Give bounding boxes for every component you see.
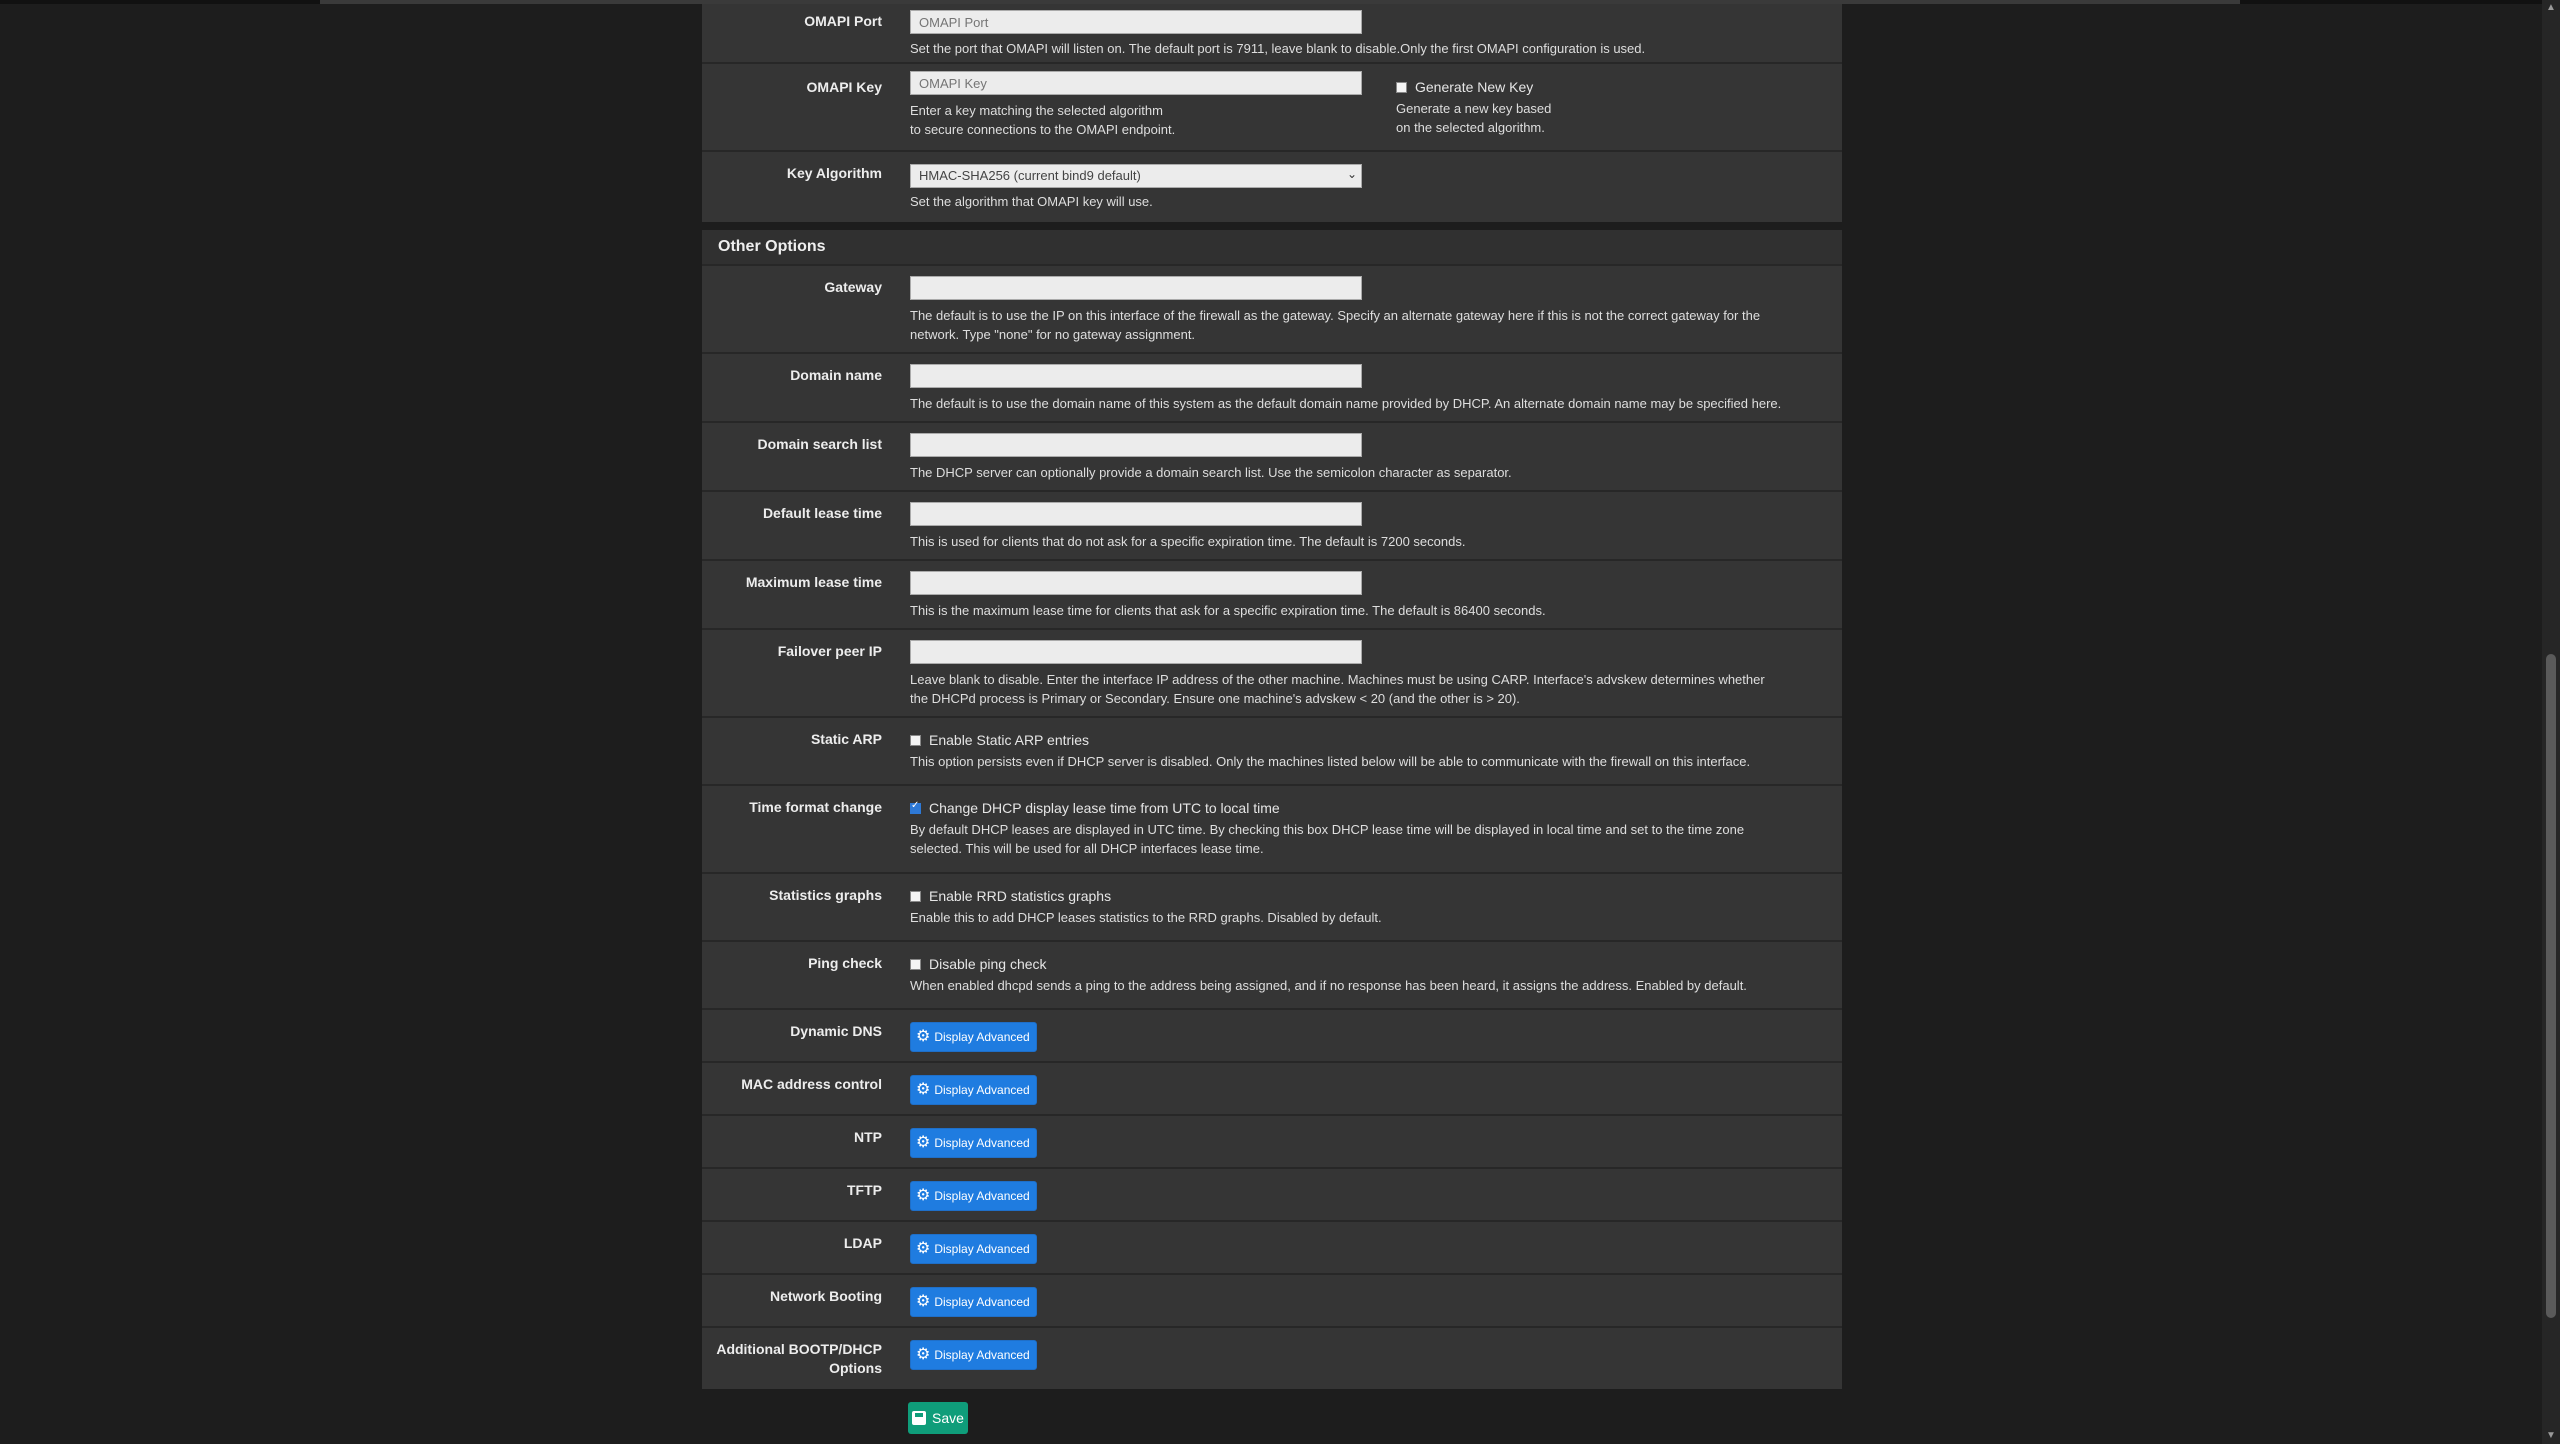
default-lease-label: Default lease time bbox=[762, 505, 882, 521]
bootp-options-row bbox=[702, 1328, 1842, 1389]
ping-box[interactable] bbox=[910, 959, 921, 970]
omapi-key-label: OMAPI Key bbox=[806, 79, 882, 95]
gateway-label: Gateway bbox=[824, 279, 882, 295]
ping-row bbox=[702, 942, 1842, 1010]
bootp-options-label-1: Additional BOOTP/DHCP bbox=[716, 1341, 882, 1357]
button-label: Display Advanced bbox=[934, 1136, 1030, 1150]
mac-control-advanced-button[interactable] bbox=[910, 1075, 1037, 1105]
button-label: Display Advanced bbox=[934, 1295, 1030, 1309]
static-arp-checkbox[interactable] bbox=[910, 732, 1842, 748]
default-lease-row bbox=[702, 492, 1842, 561]
gear-icon: ⚙ bbox=[916, 1187, 931, 1204]
max-lease-label: Maximum lease time bbox=[745, 574, 882, 590]
static-arp-box[interactable] bbox=[910, 735, 921, 746]
omapi-port-label: OMAPI Port bbox=[804, 13, 882, 29]
key-algorithm-value: HMAC-SHA256 (current bind9 default) bbox=[919, 168, 1141, 183]
key-algorithm-select[interactable] bbox=[910, 164, 1362, 188]
key-algorithm-row bbox=[702, 152, 1842, 222]
gear-icon: ⚙ bbox=[916, 1240, 931, 1257]
network-booting-row bbox=[702, 1275, 1842, 1328]
domain-search-row bbox=[702, 423, 1842, 492]
static-arp-row bbox=[702, 718, 1842, 786]
static-arp-check-label: Enable Static ARP entries bbox=[929, 732, 1090, 748]
static-arp-help: This option persists even if DHCP server is disabled. Only the machines listed below will be able to communicate with the firewall on this interface. bbox=[910, 754, 1751, 769]
time-format-box[interactable] bbox=[910, 803, 921, 814]
generate-key-checkbox[interactable] bbox=[1396, 79, 1551, 95]
omapi-port-input[interactable] bbox=[910, 10, 1362, 34]
time-format-checkbox[interactable] bbox=[910, 800, 1842, 816]
stats-checkbox[interactable] bbox=[910, 888, 1842, 904]
ntp-row bbox=[702, 1116, 1842, 1169]
default-lease-input[interactable] bbox=[910, 502, 1362, 526]
domain-search-input[interactable] bbox=[910, 433, 1362, 457]
time-format-help-2: selected. This will be used for all DHCP interfaces lease time. bbox=[910, 841, 1264, 856]
save-label: Save bbox=[932, 1410, 964, 1426]
button-label: Display Advanced bbox=[934, 1189, 1030, 1203]
omapi-key-help-1: Enter a key matching the selected algorithm bbox=[910, 103, 1163, 118]
mac-control-label: MAC address control bbox=[741, 1076, 882, 1092]
ldap-advanced-button[interactable] bbox=[910, 1234, 1037, 1264]
dynamic-dns-label: Dynamic DNS bbox=[790, 1023, 882, 1039]
key-algorithm-label: Key Algorithm bbox=[786, 165, 882, 181]
scrollbar-thumb[interactable] bbox=[2546, 654, 2556, 1318]
omapi-key-help-2: to secure connections to the OMAPI endpoint. bbox=[910, 122, 1176, 137]
gear-icon: ⚙ bbox=[916, 1028, 931, 1045]
failover-label: Failover peer IP bbox=[777, 643, 882, 659]
max-lease-row bbox=[702, 561, 1842, 630]
gateway-row bbox=[702, 266, 1842, 354]
stats-help: Enable this to add DHCP leases statistics to the RRD graphs. Disabled by default. bbox=[910, 910, 1382, 925]
other-options-header: Other Options bbox=[702, 230, 1842, 266]
domain-name-label: Domain name bbox=[790, 367, 882, 383]
stats-box[interactable] bbox=[910, 891, 921, 902]
domain-search-label: Domain search list bbox=[757, 436, 882, 452]
gear-icon: ⚙ bbox=[916, 1346, 931, 1363]
domain-name-input[interactable] bbox=[910, 364, 1362, 388]
bootp-options-advanced-button[interactable] bbox=[910, 1340, 1037, 1370]
key-algorithm-help: Set the algorithm that OMAPI key will use. bbox=[910, 194, 1153, 209]
ldap-row bbox=[702, 1222, 1842, 1275]
gear-icon: ⚙ bbox=[916, 1081, 931, 1098]
gear-icon: ⚙ bbox=[916, 1293, 931, 1310]
failover-help-2: the DHCPd process is Primary or Secondary. Ensure one machine's advskew < 20 (and the other is > 20). bbox=[910, 691, 1520, 706]
failover-row bbox=[702, 630, 1842, 718]
network-booting-advanced-button[interactable] bbox=[910, 1287, 1037, 1317]
gear-icon: ⚙ bbox=[916, 1134, 931, 1151]
ldap-label: LDAP bbox=[843, 1235, 882, 1251]
mac-control-row bbox=[702, 1063, 1842, 1116]
gateway-input[interactable] bbox=[910, 276, 1362, 300]
time-format-label: Time format change bbox=[749, 799, 882, 815]
floppy-disk-icon bbox=[912, 1411, 926, 1425]
ping-check-label: Disable ping check bbox=[929, 956, 1047, 972]
generate-key-box[interactable] bbox=[1396, 82, 1407, 93]
button-label: Display Advanced bbox=[934, 1348, 1030, 1362]
generate-key-help-1: Generate a new key based bbox=[1396, 101, 1552, 116]
tftp-label: TFTP bbox=[847, 1182, 882, 1198]
other-options-panel bbox=[702, 230, 1842, 1389]
network-booting-label: Network Booting bbox=[770, 1288, 882, 1304]
top-bar-segment bbox=[0, 0, 320, 4]
gateway-help-2: network. Type "none" for no gateway assignment. bbox=[910, 327, 1196, 342]
omapi-key-input[interactable] bbox=[910, 71, 1362, 95]
button-label: Display Advanced bbox=[934, 1083, 1030, 1097]
generate-key-label: Generate New Key bbox=[1415, 79, 1534, 95]
time-format-help-1: By default DHCP leases are displayed in UTC time. By checking this box DHCP lease time will be displayed in local time and set to the time zone bbox=[910, 822, 1745, 837]
omapi-key-row bbox=[702, 64, 1842, 152]
ping-help: When enabled dhcpd sends a ping to the address being assigned, and if no response has been heard, it assigns the address. Enabled by default. bbox=[910, 978, 1747, 993]
max-lease-help: This is the maximum lease time for clients that ask for a specific expiration time. The default is 86400 seconds. bbox=[910, 603, 1546, 618]
ping-checkbox[interactable] bbox=[910, 956, 1842, 972]
default-lease-help: This is used for clients that do not ask for a specific expiration time. The default is 7200 seconds. bbox=[910, 534, 1466, 549]
chevron-down-icon: ⌄ bbox=[1346, 167, 1357, 181]
domain-name-row bbox=[702, 354, 1842, 423]
omapi-port-help: Set the port that OMAPI will listen on. The default port is 7911, leave blank to disable.Only the first OMAPI configuration is used. bbox=[910, 41, 1646, 56]
ping-label: Ping check bbox=[808, 955, 882, 971]
omapi-panel bbox=[702, 4, 1842, 222]
dynamic-dns-advanced-button[interactable] bbox=[910, 1022, 1037, 1052]
domain-name-help: The default is to use the domain name of this system as the default domain name provided by DHCP. An alternate domain name may be specified here. bbox=[910, 396, 1782, 411]
failover-input[interactable] bbox=[910, 640, 1362, 664]
bootp-options-label-2: Options bbox=[829, 1360, 882, 1376]
stats-row bbox=[702, 874, 1842, 942]
max-lease-input[interactable] bbox=[910, 571, 1362, 595]
ntp-label: NTP bbox=[854, 1129, 882, 1145]
top-bar-segment bbox=[2240, 0, 2560, 4]
time-format-check-label: Change DHCP display lease time from UTC to local time bbox=[929, 800, 1280, 816]
tftp-row bbox=[702, 1169, 1842, 1222]
button-label: Display Advanced bbox=[934, 1030, 1030, 1044]
tftp-advanced-button[interactable] bbox=[910, 1181, 1037, 1211]
generate-key-help-2: on the selected algorithm. bbox=[1396, 120, 1545, 135]
stats-check-label: Enable RRD statistics graphs bbox=[929, 888, 1112, 904]
failover-help-1: Leave blank to disable. Enter the interface IP address of the other machine. Machines must be using CARP. Interface's advskew determines whether bbox=[910, 672, 1765, 687]
save-button[interactable] bbox=[908, 1402, 968, 1434]
scroll-up-icon[interactable]: ▲ bbox=[2546, 2, 2556, 13]
domain-search-help: The DHCP server can optionally provide a domain search list. Use the semicolon character as separator. bbox=[910, 465, 1512, 480]
ntp-advanced-button[interactable] bbox=[910, 1128, 1037, 1158]
button-label: Display Advanced bbox=[934, 1242, 1030, 1256]
scroll-down-icon[interactable]: ▼ bbox=[2546, 1430, 2556, 1441]
gateway-help-1: The default is to use the IP on this interface of the firewall as the gateway. Specify an alternate gateway here if this is not the correct gateway for the bbox=[910, 308, 1761, 323]
omapi-port-row bbox=[702, 4, 1842, 64]
static-arp-label: Static ARP bbox=[810, 731, 882, 747]
stats-label: Statistics graphs bbox=[769, 887, 882, 903]
time-format-row bbox=[702, 786, 1842, 874]
dynamic-dns-row bbox=[702, 1010, 1842, 1063]
